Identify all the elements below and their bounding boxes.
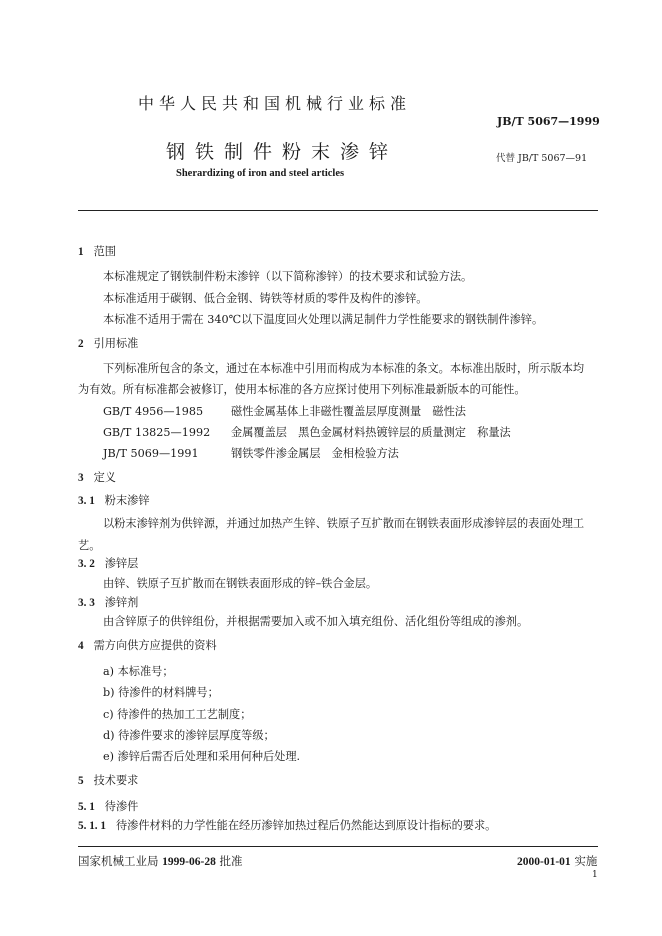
definition-3-3-heading xyxy=(78,594,138,610)
approval-date: 1999-06-28 xyxy=(162,856,216,868)
clause-number: 5. 1. 1 xyxy=(78,820,106,832)
section-1-heading xyxy=(78,243,116,259)
page-number: 1 xyxy=(592,870,598,880)
clause-number: 3. 2 xyxy=(78,558,95,570)
section-title: 引用标准 xyxy=(93,337,139,350)
clause-number: 5. 1 xyxy=(78,801,95,813)
implementation-label: 实施 xyxy=(574,854,598,868)
section-title: 需方向供方应提供的资料 xyxy=(93,639,217,652)
reference-code: JB/T 5069—1991 xyxy=(103,447,199,460)
section-number: 4 xyxy=(78,640,84,652)
section-3-heading xyxy=(78,469,116,485)
paragraph: 本标准规定了钢铁制件粉末渗锌（以下简称渗锌）的技术要求和试验方法。 xyxy=(103,270,473,283)
document-title-en: Sherardizing of iron and steel articles xyxy=(176,168,345,179)
issuing-authority-title: 中华人民共和国机械行业标准 xyxy=(138,94,412,113)
section-5-heading xyxy=(78,772,138,788)
clause-title: 待渗件 xyxy=(104,800,139,813)
implementation-info xyxy=(517,853,597,869)
paragraph: 由含锌原子的供锌组份，并根据需要加入或不加入填充组份、活化组份等组成的渗剂。 xyxy=(103,615,529,628)
paragraph: 本标准不适用于需在 340℃以下温度回火处理以满足制件力学性能要求的钢铁制件渗锌。 xyxy=(103,313,544,326)
section-title: 范围 xyxy=(93,245,116,258)
paragraph: 本标准适用于碳钢、低合金钢、铸铁等材质的零件及构件的渗锌。 xyxy=(103,292,428,305)
document-title-cn: 钢铁制件粉末渗锌 xyxy=(166,141,399,163)
reference-code: GB/T 4956—1985 xyxy=(103,405,204,418)
reference-item xyxy=(103,445,399,461)
list-item: b) 待渗件的材料牌号； xyxy=(103,686,219,699)
paragraph-line: 以粉末渗锌剂为供锌源，并通过加热产生锌、铁原子互扩散而在钢铁表面形成渗锌层的表面处理工 xyxy=(103,517,585,530)
approval-label: 批准 xyxy=(219,854,243,868)
section-2-heading xyxy=(78,335,138,351)
header-divider xyxy=(78,210,598,211)
paragraph-line: 下列标准所包含的条文，通过在本标准中引用而构成为本标准的条文。本标准出版时，所示版本均 xyxy=(103,362,585,375)
footer-divider xyxy=(78,846,598,847)
reference-title: 钢铁零件渗金属层 金相检验方法 xyxy=(231,447,399,460)
reference-item xyxy=(103,403,466,419)
clause-number: 3. 1 xyxy=(78,495,95,507)
section-title: 定义 xyxy=(93,471,116,484)
paragraph-line: 艺。 xyxy=(78,539,101,552)
list-item: d) 待渗件要求的渗锌层厚度等级； xyxy=(103,729,275,742)
clause-5-1-heading xyxy=(78,798,138,814)
section-4-heading xyxy=(78,637,217,653)
section-number: 3 xyxy=(78,472,84,484)
defined-term: 粉末渗锌 xyxy=(104,494,150,507)
standard-number: JB/T 5067—1999 xyxy=(497,115,600,128)
reference-item xyxy=(103,424,511,440)
clause-number: 3. 3 xyxy=(78,597,95,609)
clause-text: 待渗件材料的力学性能在经历渗锌加热过程后仍然能达到原设计指标的要求。 xyxy=(115,819,497,832)
replaces-standard: 代替 JB/T 5067—91 xyxy=(496,153,588,164)
reference-title: 磁性金属基体上非磁性覆盖层厚度测量 磁性法 xyxy=(231,405,466,418)
clause-5-1-1 xyxy=(78,817,496,833)
paragraph-line: 为有效。所有标准都会被修订，使用本标准的各方应探讨使用下列标准最新版本的可能性。 xyxy=(78,383,526,396)
defined-term: 渗锌剂 xyxy=(104,596,139,609)
list-item: c) 待渗件的热加工工艺制度； xyxy=(103,708,252,721)
reference-code: GB/T 13825—1992 xyxy=(103,426,211,439)
defined-term: 渗锌层 xyxy=(104,557,139,570)
paragraph: 由锌、铁原子互扩散而在钢铁表面形成的锌–铁合金层。 xyxy=(103,577,378,590)
list-item: e) 渗锌后需否后处理和采用何种后处理. xyxy=(103,750,301,763)
section-title: 技术要求 xyxy=(93,774,139,787)
implementation-date: 2000-01-01 xyxy=(517,856,571,868)
definition-3-1-heading xyxy=(78,492,150,508)
list-item: a) 本标准号； xyxy=(103,665,174,678)
reference-title: 金属覆盖层 黑色金属材料热镀锌层的质量测定 称量法 xyxy=(231,426,511,439)
definition-3-2-heading xyxy=(78,555,138,571)
section-number: 1 xyxy=(78,246,84,258)
approval-info xyxy=(78,853,242,869)
issuer: 国家机械工业局 xyxy=(78,854,159,868)
section-number: 2 xyxy=(78,338,84,350)
section-number: 5 xyxy=(78,775,84,787)
